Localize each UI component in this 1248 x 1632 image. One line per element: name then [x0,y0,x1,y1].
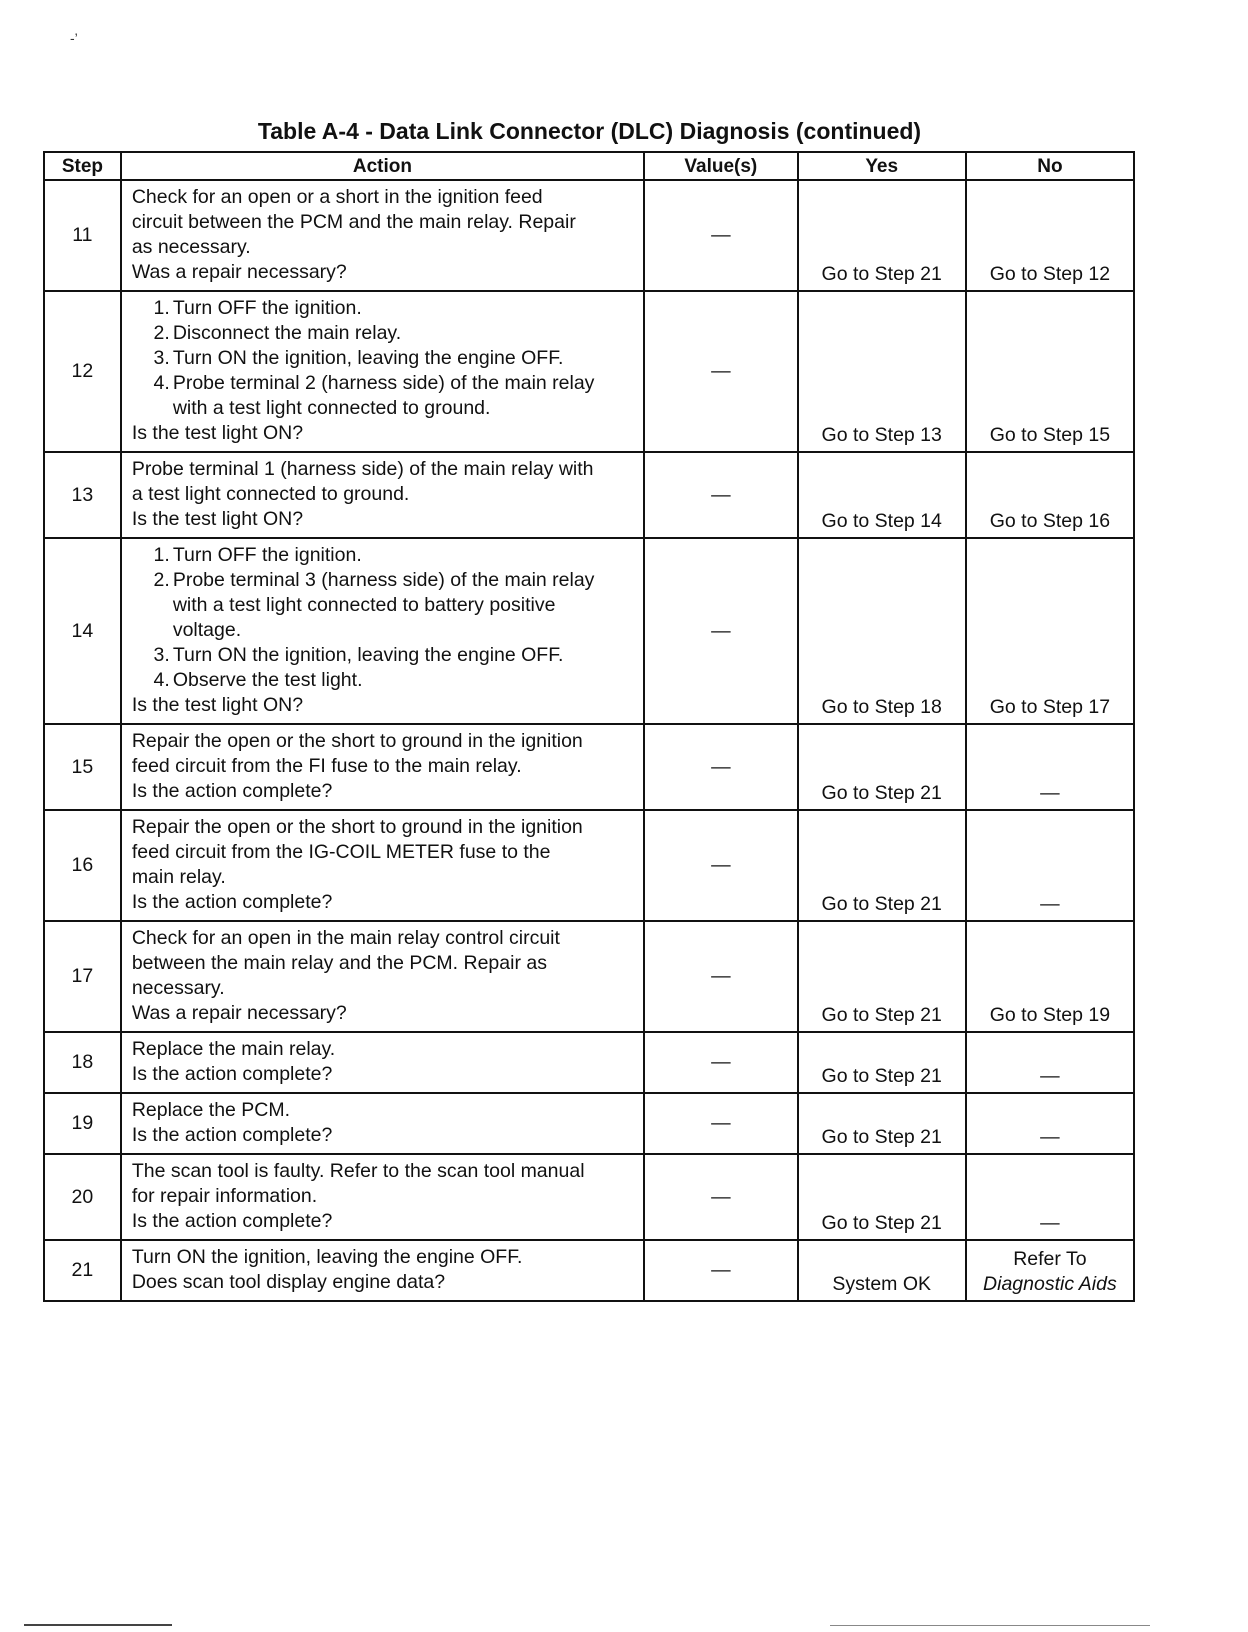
step-cell: 19 [44,1093,121,1154]
value-cell [644,291,798,452]
action-question: Is the action complete? [131,1124,333,1146]
step-cell: 11 [44,180,121,291]
no-cell [966,724,1134,810]
action-line: for repair information. [131,1185,318,1207]
value-dash: — [711,1259,731,1281]
no-text: Refer To [1013,1248,1087,1270]
value-dash: — [711,1051,731,1073]
no-cell [966,452,1134,538]
step-cell: 18 [44,1032,121,1093]
action-cell [121,1032,644,1093]
yes-cell: Go to Step 18 [798,538,966,724]
no-cell [966,1154,1134,1240]
value-dash: — [711,1185,731,1208]
action-cell [121,921,644,1032]
value-cell [644,452,798,538]
list-number: 1. [153,544,170,566]
action-cell [121,1154,644,1240]
no-text-italic: Diagnostic Aids [983,1273,1117,1295]
table-row [44,1032,1134,1093]
action-line: between the main relay and the PCM. Repair as [131,952,547,974]
no-text: Go to Step 12 [989,263,1111,285]
no-cell [966,810,1134,921]
value-dash: — [711,483,731,506]
action-list-item [132,321,635,346]
action-question: Was a repair necessary? [131,261,347,283]
value-dash: — [711,619,731,642]
action-question: Is the test light ON? [131,508,304,530]
list-number: 3. [153,347,170,369]
list-number: 1. [153,297,170,319]
action-list-item [132,296,635,321]
value-dash: — [711,1112,731,1134]
yes-cell: Go to Step 21 [798,724,966,810]
step-cell: 21 [44,1240,121,1301]
step-cell: 13 [44,452,121,538]
list-text: Probe terminal 3 (harness side) of the main relay [172,569,595,591]
action-line: Probe terminal 1 (harness side) of the main relay with [131,458,594,480]
action-list-item [132,543,635,568]
list-text-continued: with a test light connected to battery positive [172,594,556,616]
action-line: Check for an open or a short in the ignition feed [131,186,543,208]
no-text: Go to Step 15 [989,424,1111,446]
list-text-continued: voltage. [172,619,242,641]
no-text: Go to Step 17 [989,696,1111,718]
table-row [44,291,1134,452]
value-dash: — [711,755,731,778]
list-text: Probe terminal 2 (harness side) of the main relay [172,372,595,394]
action-cell [121,1240,644,1301]
value-cell [644,724,798,810]
action-line: The scan tool is faulty. Refer to the scan tool manual [131,1160,585,1182]
no-cell [966,291,1134,452]
no-text: — [1040,893,1060,915]
action-question: Is the action complete? [131,780,333,802]
value-cell [644,921,798,1032]
no-text: — [1040,1212,1060,1234]
value-dash: — [711,965,731,987]
list-number: 2. [153,569,170,591]
table-row [44,452,1134,538]
action-cell [121,291,644,452]
action-line: necessary. [131,977,225,999]
action-list-item [132,668,635,693]
value-dash: — [711,360,731,382]
step-cell: 12 [44,291,121,452]
table-row [44,810,1134,921]
action-line: Check for an open in the main relay control circuit [131,927,560,949]
action-list-item [132,346,635,371]
yes-cell: Go to Step 21 [798,1093,966,1154]
yes-cell: Go to Step 13 [798,291,966,452]
value-cell [644,180,798,291]
action-line: as necessary. [131,236,251,258]
step-cell: 16 [44,810,121,921]
list-text: Turn ON the ignition, leaving the engine OFF. [172,644,564,666]
table-row [44,921,1134,1032]
step-cell: 17 [44,921,121,1032]
header-values: Value(s) [644,152,798,180]
table-row [44,180,1134,291]
page-title: Table A-4 - Data Link Connector (DLC) Diagnosis (continued) [257,118,922,144]
yes-cell: System OK [798,1240,966,1301]
action-cell [121,538,644,724]
header-row [44,152,1134,180]
list-text: Observe the test light. [172,669,363,691]
action-line: Replace the main relay. [131,1038,336,1060]
table-body [44,180,1134,1301]
action-question: Is the test light ON? [131,422,304,444]
list-number: 3. [153,644,170,666]
footer-rule-left [24,1624,172,1626]
no-cell [966,1032,1134,1093]
list-text: Turn OFF the ignition. [172,297,362,319]
action-line: Repair the open or the short to ground in the ignition [131,730,583,752]
list-number: 4. [153,669,170,691]
action-list-item [132,568,635,643]
no-text: Go to Step 19 [989,1004,1111,1026]
table-row [44,538,1134,724]
header-action: Action [121,152,644,180]
action-list-item [132,643,635,668]
step-cell: 15 [44,724,121,810]
yes-cell: Go to Step 21 [798,1154,966,1240]
action-line: feed circuit from the FI fuse to the main relay. [131,755,522,777]
list-text-continued: with a test light connected to ground. [172,397,491,419]
action-question: Is the action complete? [131,1063,333,1085]
list-text: Turn OFF the ignition. [172,544,362,566]
diagnosis-table [43,151,1135,1302]
action-line: circuit between the PCM and the main relay. Repair [131,211,576,233]
value-cell [644,538,798,724]
yes-cell: Go to Step 21 [798,921,966,1032]
action-line: Replace the PCM. [131,1099,291,1121]
action-line: Turn ON the ignition, leaving the engine OFF. [131,1246,523,1268]
no-cell [966,921,1134,1032]
no-cell [966,1240,1134,1301]
footer-rule-right [830,1625,1150,1626]
yes-cell: Go to Step 21 [798,1032,966,1093]
value-cell [644,810,798,921]
step-cell: 20 [44,1154,121,1240]
list-number: 2. [153,322,170,344]
value-dash: — [711,224,731,246]
value-cell [644,1093,798,1154]
action-cell [121,810,644,921]
value-dash: — [711,854,731,876]
step-cell: 14 [44,538,121,724]
action-line: feed circuit from the IG-COIL METER fuse to the [131,841,551,863]
yes-cell: Go to Step 21 [798,180,966,291]
no-text: — [1040,1126,1060,1148]
action-list-item [132,371,635,421]
table-row [44,1093,1134,1154]
value-cell [644,1032,798,1093]
corner-mark: ‐’ [70,30,78,46]
action-line: a test light connected to ground. [131,483,410,505]
no-cell [966,1093,1134,1154]
action-cell [121,1093,644,1154]
table-row [44,1154,1134,1240]
action-question: Is the action complete? [131,1210,333,1232]
list-number: 4. [153,372,170,394]
action-line: Repair the open or the short to ground in the ignition [131,816,583,838]
action-question: Is the test light ON? [131,694,304,716]
value-cell [644,1240,798,1301]
action-question: Does scan tool display engine data? [131,1271,446,1293]
action-question: Was a repair necessary? [131,1002,347,1024]
action-cell [121,724,644,810]
action-cell [121,180,644,291]
action-cell [121,452,644,538]
action-line: main relay. [131,866,226,888]
value-cell [644,1154,798,1240]
header-no: No [966,152,1134,180]
no-cell [966,538,1134,724]
no-text: — [1040,782,1060,804]
yes-cell: Go to Step 14 [798,452,966,538]
no-cell [966,180,1134,291]
no-text: Go to Step 16 [989,510,1111,532]
table-row [44,724,1134,810]
no-text: — [1040,1065,1060,1087]
header-yes: Yes [798,152,966,180]
yes-cell: Go to Step 21 [798,810,966,921]
action-question: Is the action complete? [131,891,333,913]
table-row [44,1240,1134,1301]
header-step: Step [44,152,121,180]
list-text: Disconnect the main relay. [172,322,402,344]
list-text: Turn ON the ignition, leaving the engine OFF. [172,347,564,369]
